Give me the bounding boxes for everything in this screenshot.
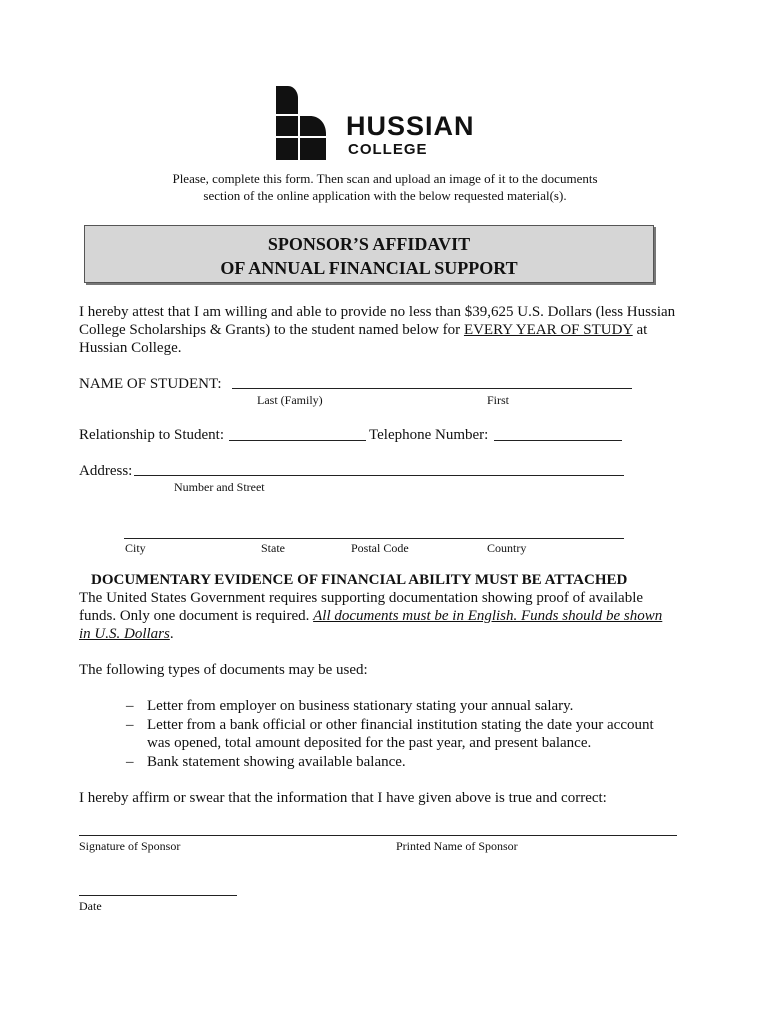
instruction-line-1: Please, complete this form. Then scan and upload an image of it to the documents <box>172 171 598 186</box>
telephone-label: Telephone Number: <box>369 427 489 443</box>
usd-requirement: in U.S. Dollars <box>79 626 170 642</box>
student-name-label: NAME OF STUDENT: <box>79 376 222 392</box>
evidence-line-1: The United States Government requires supporting documentation showing proof of available <box>79 590 644 606</box>
first-name-label: First <box>487 393 510 407</box>
last-name-label: Last (Family) <box>257 393 323 407</box>
evidence-line-2 <box>79 607 679 625</box>
list-dash: – <box>126 698 134 714</box>
list-item: Bank statement showing available balance. <box>147 754 406 770</box>
signature-label: Signature of Sponsor <box>79 839 181 853</box>
title-line-1: SPONSOR’S AFFIDAVIT <box>267 234 471 254</box>
hussian-logo-icon <box>276 86 326 160</box>
title-line-2: OF ANNUAL FINANCIAL SUPPORT <box>220 258 518 278</box>
list-item: Letter from a bank official or other financial institution stating the date your account <box>147 717 654 733</box>
logo-subtitle: COLLEGE <box>348 141 428 158</box>
address-label: Address: <box>79 463 133 479</box>
postal-code-label: Postal Code <box>351 541 409 555</box>
relationship-field[interactable] <box>229 440 366 441</box>
attest-line-3: Hussian College. <box>79 340 182 356</box>
signature-field[interactable] <box>79 835 677 836</box>
every-year-of-study: EVERY YEAR OF STUDY <box>463 322 633 338</box>
state-label: State <box>261 541 285 555</box>
evidence-line-3-end: . <box>169 626 174 642</box>
attest-line-2-text: College Scholarships & Grants) to the student named below for <box>79 322 464 338</box>
relationship-label: Relationship to Student: <box>79 427 224 443</box>
street-label: Number and Street <box>174 480 265 494</box>
list-dash: – <box>126 754 134 770</box>
attest-line-1: I hereby attest that I am willing and able to provide no less than $39,625 U.S. Dollars (less Hussian <box>79 304 676 320</box>
student-name-field[interactable] <box>232 388 632 389</box>
title-box <box>84 225 654 283</box>
city-state-field[interactable] <box>124 538 624 539</box>
street-field[interactable] <box>134 475 624 476</box>
date-field[interactable] <box>79 895 237 896</box>
documents-intro: The following types of documents may be used: <box>79 662 368 678</box>
english-requirement: All documents must be in English. Funds should be shown <box>313 608 663 624</box>
attest-line-2 <box>79 321 679 339</box>
logo-wordmark: HUSSIAN <box>346 111 475 141</box>
instruction-line-2: section of the online application with the below requested material(s). <box>203 188 567 203</box>
country-label: Country <box>487 541 527 555</box>
evidence-line-3 <box>79 625 679 643</box>
evidence-heading: DOCUMENTARY EVIDENCE OF FINANCIAL ABILITY MUST BE ATTACHED <box>91 572 628 588</box>
printed-name-label: Printed Name of Sponsor <box>396 839 518 853</box>
list-item: Letter from employer on business stationary stating your annual salary. <box>147 698 574 714</box>
list-dash: – <box>126 717 134 733</box>
evidence-line-2-text: funds. Only one document is required. <box>79 608 314 624</box>
attest-line-2-end: at <box>632 322 648 338</box>
city-label: City <box>125 541 146 555</box>
affirm-statement: I hereby affirm or swear that the information that I have given above is true and correct: <box>79 790 607 806</box>
list-item-continuation: was opened, total amount deposited for the past year, and present balance. <box>147 735 592 751</box>
telephone-field[interactable] <box>494 440 622 441</box>
date-label: Date <box>79 899 102 913</box>
